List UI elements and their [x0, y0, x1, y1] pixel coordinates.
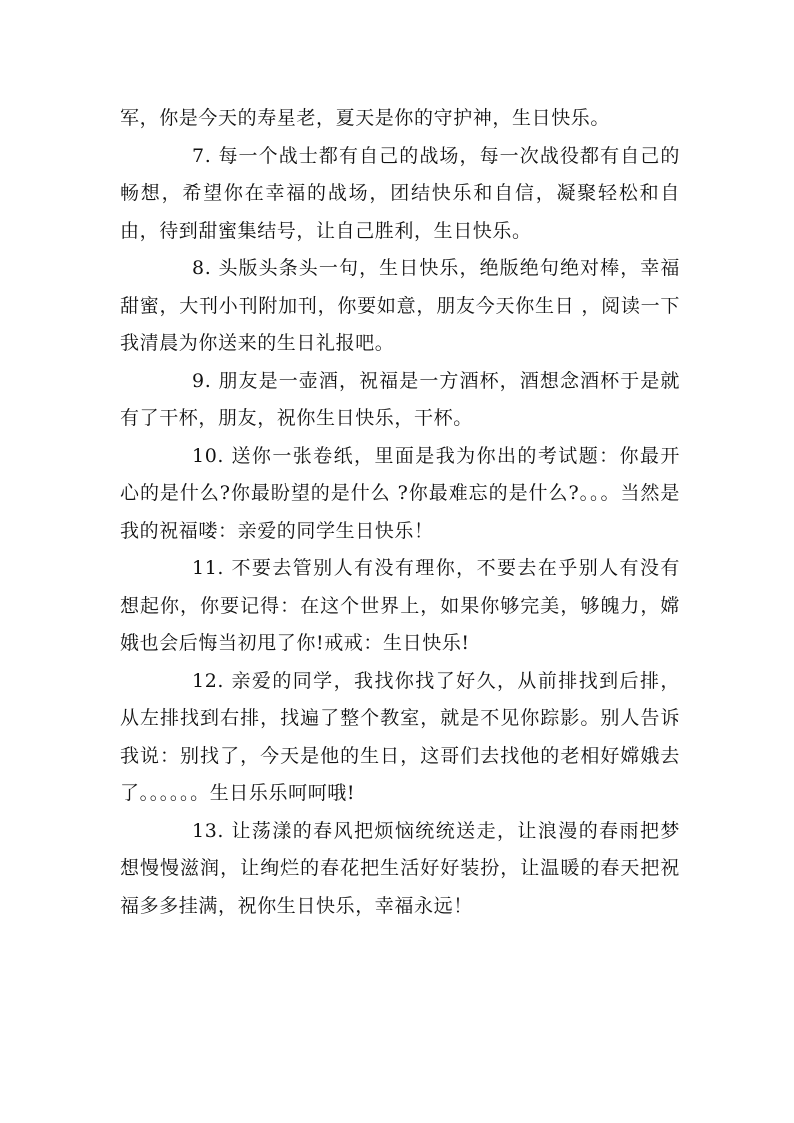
- paragraph-item-9: 9. 朋友是一壶酒，祝福是一方酒杯，酒想念酒杯于是就有了干杯，朋友，祝你生日快乐，干杯。: [120, 369, 680, 429]
- paragraph-item-12: 12. 亲爱的同学，我找你找了好久，从前排找到后排，从左排找到右排，找遍了整个教室，就是不见你踪影。别人告诉我说：别找了，今天是他的生日，这哥们去找他的老相好嫦娥去了。。。。。。生日乐乐呵呵哦!: [120, 669, 680, 804]
- paragraph-item-11: 11. 不要去管别人有没有理你，不要去在乎别人有没有想起你，你要记得：在这个世界上，如果你够完美，够魄力，嫦娥也会后悔当初甩了你!戒戒：生日快乐!: [120, 557, 680, 654]
- paragraph-continuation: 军，你是今天的寿星老，夏天是你的守护神，生日快乐。: [120, 107, 611, 129]
- paragraph-item-7: 7. 每一个战士都有自己的战场，每一次战役都有自己的畅想，希望你在幸福的战场，团结快乐和自信，凝聚轻松和自由，待到甜蜜集结号，让自己胜利，生日快乐。: [120, 144, 680, 242]
- paragraph-item-10: 10. 送你一张卷纸，里面是我为你出的考试题：你最开心的是什么?你最盼望的是什么 ?你最难忘的是什么?。。。当然是我的祝福喽：亲爱的同学生日快乐！: [120, 444, 680, 542]
- document-body: [120, 100, 680, 925]
- paragraph-item-13: 13. 让荡漾的春风把烦恼统统送走，让浪漫的春雨把梦想慢慢滋润，让绚烂的春花把生活好好装扮，让温暖的春天把祝福多多挂满，祝你生日快乐，幸福永远！: [120, 819, 680, 917]
- paragraph-item-8: 8. 头版头条头一句，生日快乐，绝版绝句绝对棒，幸福甜蜜，大刊小刊附加刊，你要如意，朋友今天你生日 ，阅读一下我清晨为你送来的生日礼报吧。: [120, 257, 680, 354]
